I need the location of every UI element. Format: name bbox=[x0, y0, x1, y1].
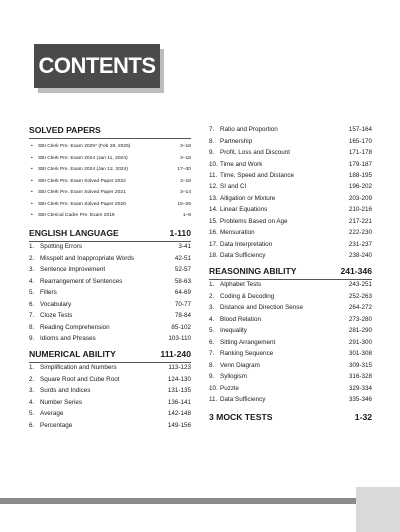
entry-title: Time, Speed and Distance bbox=[220, 172, 294, 179]
entry-number: 9. bbox=[209, 149, 215, 156]
section-pages: 241-346 bbox=[340, 266, 372, 276]
entry-title: SBI Clerk Pre. Exam Solved Paper 2020 bbox=[38, 202, 126, 207]
toc-entry[interactable] bbox=[29, 333, 191, 344]
entry-title: Linear Equations bbox=[220, 206, 268, 213]
entry-number: 5. bbox=[29, 410, 35, 417]
entry-title: Syllogism bbox=[220, 373, 247, 380]
entry-title: Misspelt and Inappropriate Words bbox=[40, 255, 135, 262]
entry-title: Sitting Arrangement bbox=[220, 339, 276, 346]
entry-pages: 335-346 bbox=[348, 396, 372, 403]
entry-number: 12. bbox=[209, 183, 218, 190]
entry-title: SBI Clerical Cadre Pre. Exam 2019 bbox=[38, 213, 115, 218]
entry-pages: 179-187 bbox=[348, 161, 372, 168]
entry-pages: 3–16 bbox=[180, 144, 191, 149]
entry-number: 8. bbox=[209, 138, 215, 145]
entry-number: 4. bbox=[29, 399, 35, 406]
toc-entry[interactable] bbox=[29, 362, 191, 373]
entry-pages: 103-110 bbox=[168, 335, 191, 342]
entry-title: Rearrangement of Sentences bbox=[40, 278, 123, 285]
entry-title: Ratio and Proportion bbox=[220, 126, 278, 133]
entry-title: Puzzle bbox=[220, 385, 239, 392]
entry-number: 3. bbox=[29, 387, 35, 394]
entry-pages: 252-263 bbox=[348, 293, 372, 300]
entry-bullet: • bbox=[31, 190, 33, 195]
entry-pages: 203-209 bbox=[348, 195, 372, 202]
entry-pages: 1–8 bbox=[182, 213, 191, 218]
entry-title: Partnership bbox=[220, 138, 253, 145]
entry-bullet: • bbox=[31, 202, 33, 207]
entry-pages: 136-141 bbox=[167, 399, 191, 406]
entry-number: 2. bbox=[29, 376, 35, 383]
entry-number: 4. bbox=[209, 316, 215, 323]
toc-entry[interactable] bbox=[209, 394, 372, 405]
entry-number: 8. bbox=[29, 324, 35, 331]
toc-entry[interactable] bbox=[209, 383, 372, 394]
toc-entry[interactable] bbox=[29, 385, 191, 396]
entry-number: 18. bbox=[209, 252, 218, 259]
entry-pages: 157-164 bbox=[348, 126, 372, 133]
toc-entry[interactable] bbox=[209, 204, 372, 215]
entry-number: 3. bbox=[29, 266, 35, 273]
toc-entry[interactable] bbox=[209, 360, 372, 371]
page-corner-box bbox=[356, 487, 400, 532]
entry-pages: 149-156 bbox=[167, 422, 191, 429]
section-pages: 1-110 bbox=[169, 228, 191, 238]
toc-entry[interactable] bbox=[209, 124, 372, 135]
entry-pages: 124-130 bbox=[167, 376, 191, 383]
entry-pages: 131-135 bbox=[167, 387, 191, 394]
entry-number: 10. bbox=[209, 161, 218, 168]
entry-title: Average bbox=[40, 410, 64, 417]
section-english-language bbox=[29, 228, 191, 240]
entry-pages: 165-170 bbox=[348, 138, 372, 145]
toc-entry[interactable] bbox=[29, 408, 191, 419]
toc-entry[interactable] bbox=[29, 153, 191, 164]
entry-number: 5. bbox=[209, 327, 215, 334]
entry-title: Distance and Direction Sense bbox=[220, 304, 303, 311]
toc-entry[interactable] bbox=[209, 337, 372, 348]
toc-entry[interactable] bbox=[209, 314, 372, 325]
section-pages: 111-240 bbox=[160, 349, 191, 359]
entry-number: 1. bbox=[29, 243, 35, 250]
entry-number: 4. bbox=[29, 278, 35, 285]
entry-title: Vocabulary bbox=[40, 301, 72, 308]
entry-title: Venn Diagram bbox=[220, 362, 260, 369]
section-rule bbox=[29, 138, 191, 139]
entry-number: 8. bbox=[209, 362, 215, 369]
entry-pages: 15–26 bbox=[177, 202, 191, 207]
toc-entry[interactable] bbox=[209, 325, 372, 336]
entry-pages: 217-221 bbox=[348, 218, 372, 225]
section-title: REASONING ABILITY bbox=[209, 266, 297, 276]
entry-title: SBI Clerk Pre. Exam 2024 (Jan 12, 2024) bbox=[38, 167, 128, 172]
entry-title: SBI Clerk Pre. Exam Solved Paper 2022 bbox=[38, 179, 126, 184]
entry-number: 11. bbox=[209, 396, 218, 403]
section-title: NUMERICAL ABILITY bbox=[29, 349, 116, 359]
toc-entry[interactable] bbox=[29, 253, 191, 264]
entry-title: Idioms and Phrases bbox=[40, 335, 96, 342]
toc-entry[interactable] bbox=[29, 397, 191, 408]
toc-entry[interactable] bbox=[29, 199, 191, 210]
entry-number: 16. bbox=[209, 229, 218, 236]
entry-title: Fillers bbox=[40, 289, 57, 296]
entry-title: Number Series bbox=[40, 399, 82, 406]
entry-pages: 171-178 bbox=[348, 149, 372, 156]
toc-entry[interactable] bbox=[29, 187, 191, 198]
entry-pages: 281-290 bbox=[348, 327, 372, 334]
entry-pages: 309-315 bbox=[348, 362, 372, 369]
toc-entry[interactable] bbox=[209, 147, 372, 158]
entry-pages: 58-63 bbox=[174, 278, 191, 285]
toc-entry[interactable] bbox=[29, 241, 191, 252]
toc-entry[interactable] bbox=[209, 279, 372, 290]
entry-title: Coding & Decoding bbox=[220, 293, 275, 300]
entry-pages: 64-69 bbox=[174, 289, 191, 296]
entry-title: Alphabet Tests bbox=[220, 281, 262, 288]
entry-pages: 316-328 bbox=[348, 373, 372, 380]
section-pages: 1-32 bbox=[354, 412, 372, 422]
entry-number: 13. bbox=[209, 195, 218, 202]
section-title: SOLVED PAPERS bbox=[29, 125, 101, 135]
toc-entry[interactable] bbox=[209, 371, 372, 382]
entry-pages: 42-51 bbox=[174, 255, 191, 262]
toc-entry[interactable] bbox=[209, 239, 372, 250]
entry-number: 14. bbox=[209, 206, 218, 213]
entry-pages: 52-57 bbox=[174, 266, 191, 273]
entry-title: SI and CI bbox=[220, 183, 247, 190]
entry-title: Data Sufficiency bbox=[220, 252, 266, 259]
entry-number: 6. bbox=[209, 339, 215, 346]
footer-bar bbox=[0, 498, 400, 504]
entry-pages: 3–16 bbox=[180, 156, 191, 161]
entry-number: 1. bbox=[29, 364, 35, 371]
toc-entry[interactable] bbox=[29, 287, 191, 298]
entry-number: 15. bbox=[209, 218, 218, 225]
entry-number: 1. bbox=[209, 281, 215, 288]
contents-banner bbox=[34, 44, 160, 88]
entry-number: 2. bbox=[29, 255, 35, 262]
entry-title: Square Root and Cube Root bbox=[40, 376, 120, 383]
entry-bullet: • bbox=[31, 167, 33, 172]
entry-title: Blood Relation bbox=[220, 316, 261, 323]
toc-entry[interactable] bbox=[29, 141, 191, 152]
entry-number: 11. bbox=[209, 172, 218, 179]
entry-title: Ranking Sequence bbox=[220, 350, 274, 357]
toc-entry[interactable] bbox=[209, 302, 372, 313]
toc-entry[interactable] bbox=[29, 276, 191, 287]
entry-title: SBI Clerk Pre. Exam 2025* (Feb 28, 2025) bbox=[38, 144, 131, 149]
entry-number: 7. bbox=[209, 350, 215, 357]
entry-bullet: • bbox=[31, 179, 33, 184]
entry-pages: 17–30 bbox=[177, 167, 191, 172]
entry-pages: 301-308 bbox=[348, 350, 372, 357]
entry-number: 9. bbox=[29, 335, 35, 342]
toc-entry[interactable] bbox=[29, 210, 191, 221]
toc-entry[interactable] bbox=[29, 322, 191, 333]
section-mock-tests bbox=[209, 412, 372, 424]
entry-title: SBI Clerk Pre. Exam 2024 (Jan 11, 2024) bbox=[38, 156, 128, 161]
entry-title: Simplification and Numbers bbox=[40, 364, 117, 371]
entry-title: Data Interpretation bbox=[220, 241, 273, 248]
toc-entry[interactable] bbox=[209, 227, 372, 238]
entry-pages: 231-237 bbox=[348, 241, 372, 248]
entry-number: 9. bbox=[209, 373, 215, 380]
entry-pages: 222-230 bbox=[348, 229, 372, 236]
entry-pages: 264-272 bbox=[348, 304, 372, 311]
entry-title: SBI Clerk Pre. Exam Solved Paper 2021 bbox=[38, 190, 126, 195]
entry-number: 6. bbox=[29, 301, 35, 308]
entry-bullet: • bbox=[31, 144, 33, 149]
entry-pages: 243-251 bbox=[348, 281, 372, 288]
toc-entry[interactable] bbox=[29, 264, 191, 275]
entry-title: Inequality bbox=[220, 327, 247, 334]
entry-title: Percentage bbox=[40, 422, 73, 429]
entry-pages: 329-334 bbox=[348, 385, 372, 392]
entry-pages: 142-148 bbox=[167, 410, 191, 417]
toc-entry[interactable] bbox=[29, 164, 191, 175]
toc-entry[interactable] bbox=[209, 291, 372, 302]
entry-pages: 85-102 bbox=[171, 324, 191, 331]
toc-entry[interactable] bbox=[209, 216, 372, 227]
entry-pages: 188-195 bbox=[348, 172, 372, 179]
toc-entry[interactable] bbox=[209, 193, 372, 204]
toc-entry[interactable] bbox=[29, 299, 191, 310]
section-title: ENGLISH LANGUAGE bbox=[29, 228, 119, 238]
toc-entry[interactable] bbox=[209, 136, 372, 147]
section-numerical-ability bbox=[29, 349, 191, 361]
entry-number: 7. bbox=[209, 126, 215, 133]
entry-number: 5. bbox=[29, 289, 35, 296]
entry-title: Time and Work bbox=[220, 161, 263, 168]
entry-title: Profit, Loss and Discount bbox=[220, 149, 291, 156]
entry-number: 7. bbox=[29, 312, 35, 319]
entry-pages: 3–16 bbox=[180, 179, 191, 184]
entry-title: Sentence Improvement bbox=[40, 266, 106, 273]
entry-title: Mensuration bbox=[220, 229, 255, 236]
entry-number: 10. bbox=[209, 385, 218, 392]
entry-pages: 78-84 bbox=[174, 312, 191, 319]
entry-title: Surds and Indices bbox=[40, 387, 91, 394]
toc-entry[interactable] bbox=[209, 348, 372, 359]
toc-entry[interactable] bbox=[29, 176, 191, 187]
toc-entry[interactable] bbox=[209, 250, 372, 261]
toc-entry[interactable] bbox=[209, 181, 372, 192]
entry-title: Problems Based on Age bbox=[220, 218, 288, 225]
section-reasoning-ability bbox=[209, 266, 372, 278]
entry-pages: 291-300 bbox=[348, 339, 372, 346]
entry-title: Spotting Errors bbox=[40, 243, 82, 250]
entry-pages: 273-280 bbox=[348, 316, 372, 323]
entry-bullet: • bbox=[31, 213, 33, 218]
contents-title: CONTENTS bbox=[38, 53, 156, 78]
entry-number: 2. bbox=[209, 293, 215, 300]
entry-title: Reading Comprehension bbox=[40, 324, 110, 331]
entry-number: 6. bbox=[29, 422, 35, 429]
entry-title: Alligation or Mixture bbox=[220, 195, 276, 202]
entry-number: 17. bbox=[209, 241, 218, 248]
toc-entry[interactable] bbox=[209, 159, 372, 170]
entry-title: Data Sufficiency bbox=[220, 396, 266, 403]
toc-entry[interactable] bbox=[29, 310, 191, 321]
entry-pages: 70-77 bbox=[174, 301, 191, 308]
entry-number: 3. bbox=[209, 304, 215, 311]
entry-pages: 210-216 bbox=[348, 206, 372, 213]
entry-title: Cloze Tests bbox=[40, 312, 73, 319]
toc-entry[interactable] bbox=[209, 170, 372, 181]
entry-pages: 196-202 bbox=[348, 183, 372, 190]
section-solved-papers bbox=[29, 125, 191, 137]
toc-entry[interactable] bbox=[29, 420, 191, 431]
section-title: 3 MOCK TESTS bbox=[209, 412, 273, 422]
toc-entry[interactable] bbox=[29, 374, 191, 385]
entry-pages: 3–14 bbox=[180, 190, 191, 195]
entry-bullet: • bbox=[31, 156, 33, 161]
entry-pages: 113-123 bbox=[168, 364, 191, 371]
entry-pages: 3-41 bbox=[178, 243, 191, 250]
entry-pages: 238-240 bbox=[348, 252, 372, 259]
